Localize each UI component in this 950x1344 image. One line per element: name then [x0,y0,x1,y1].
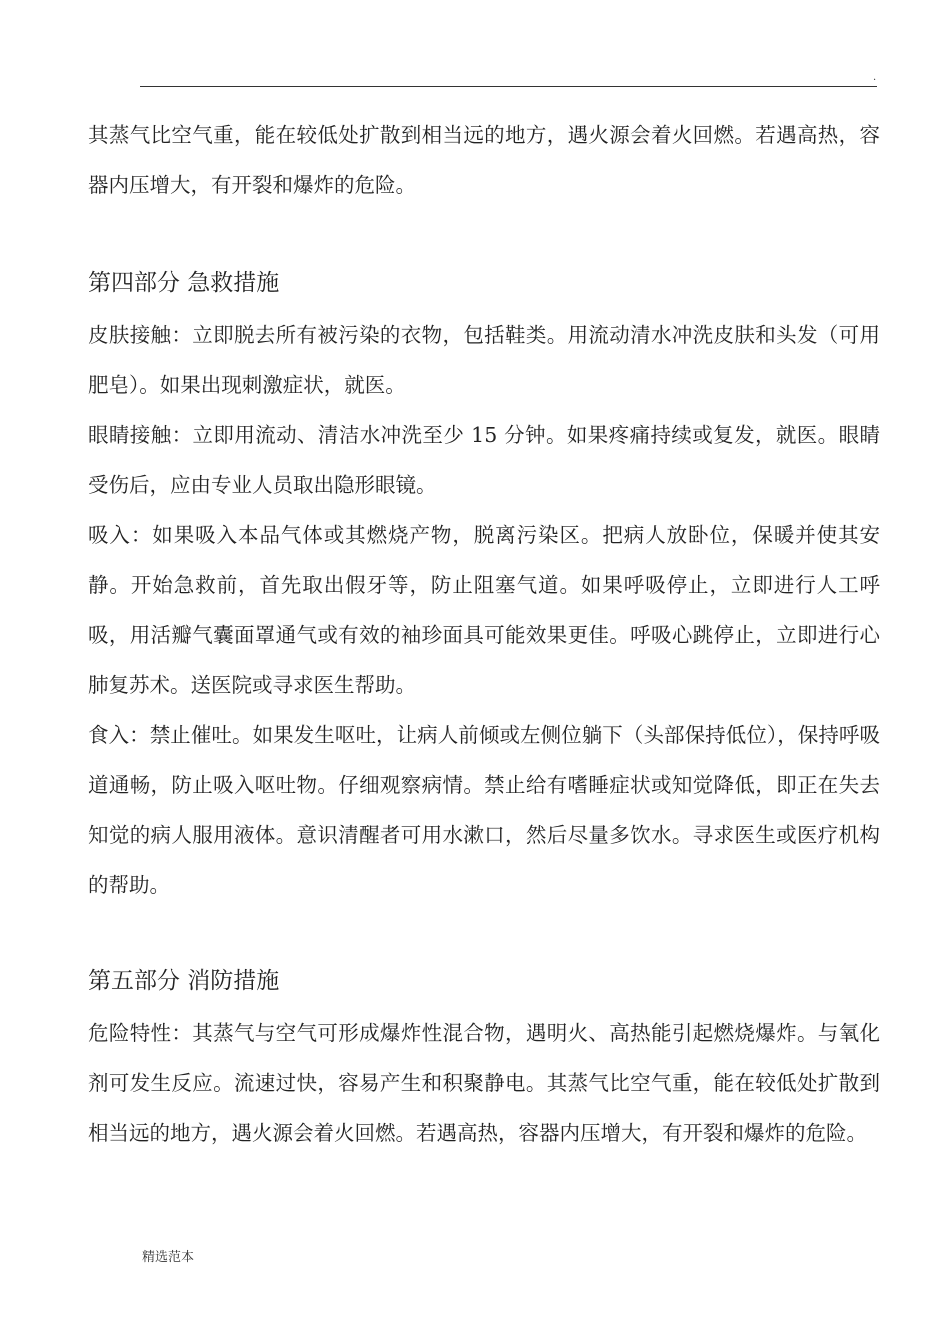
skin-contact-paragraph: 皮肤接触：立即脱去所有被污染的衣物，包括鞋类。用流动清水冲洗皮肤和头发（可用肥皂）。如果出现刺激症状，就医。 [88,323,880,397]
footer-label: 精选范本 [142,1250,195,1265]
header-rule [140,86,877,87]
header-mark: . [873,72,877,83]
section-5-heading: 第五部分 消防措施 [88,968,280,994]
section-4-heading: 第四部分 急救措施 [88,270,280,296]
intro-paragraph: 其蒸气比空气重，能在较低处扩散到相当远的地方，遇火源会着火回燃。若遇高热，容器内压增大，有开裂和爆炸的危险。 [88,123,880,197]
fire-hazard-paragraph: 危险特性：其蒸气与空气可形成爆炸性混合物，遇明火、高热能引起燃烧爆炸。与氧化剂可发生反应。流速过快，容易产生和积聚静电。其蒸气比空气重，能在较低处扩散到相当远的地方，遇火源会着火回燃。若遇高热，容器内压增大，有开裂和爆炸的危险。 [88,1021,880,1145]
eye-contact-paragraph: 眼睛接触：立即用流动、清洁水冲洗至少 15 分钟。如果疼痛持续或复发，就医。眼睛受伤后，应由专业人员取出隐形眼镜。 [88,423,880,497]
ingestion-paragraph: 食入：禁止催吐。如果发生呕吐，让病人前倾或左侧位躺下（头部保持低位），保持呼吸道通畅，防止吸入呕吐物。仔细观察病情。禁止给有嗜睡症状或知觉降低，即正在失去知觉的病人服用液体。意识清醒者可用水漱口，然后尽量多饮水。寻求医生或医疗机构的帮助。 [88,723,880,897]
inhalation-paragraph: 吸入：如果吸入本品气体或其燃烧产物，脱离污染区。把病人放卧位，保暖并使其安静。开始急救前，首先取出假牙等，防止阻塞气道。如果呼吸停止，立即进行人工呼吸，用活瓣气囊面罩通气或有效的袖珍面具可能效果更佳。呼吸心跳停止，立即进行心肺复苏术。送医院或寻求医生帮助。 [88,523,880,697]
